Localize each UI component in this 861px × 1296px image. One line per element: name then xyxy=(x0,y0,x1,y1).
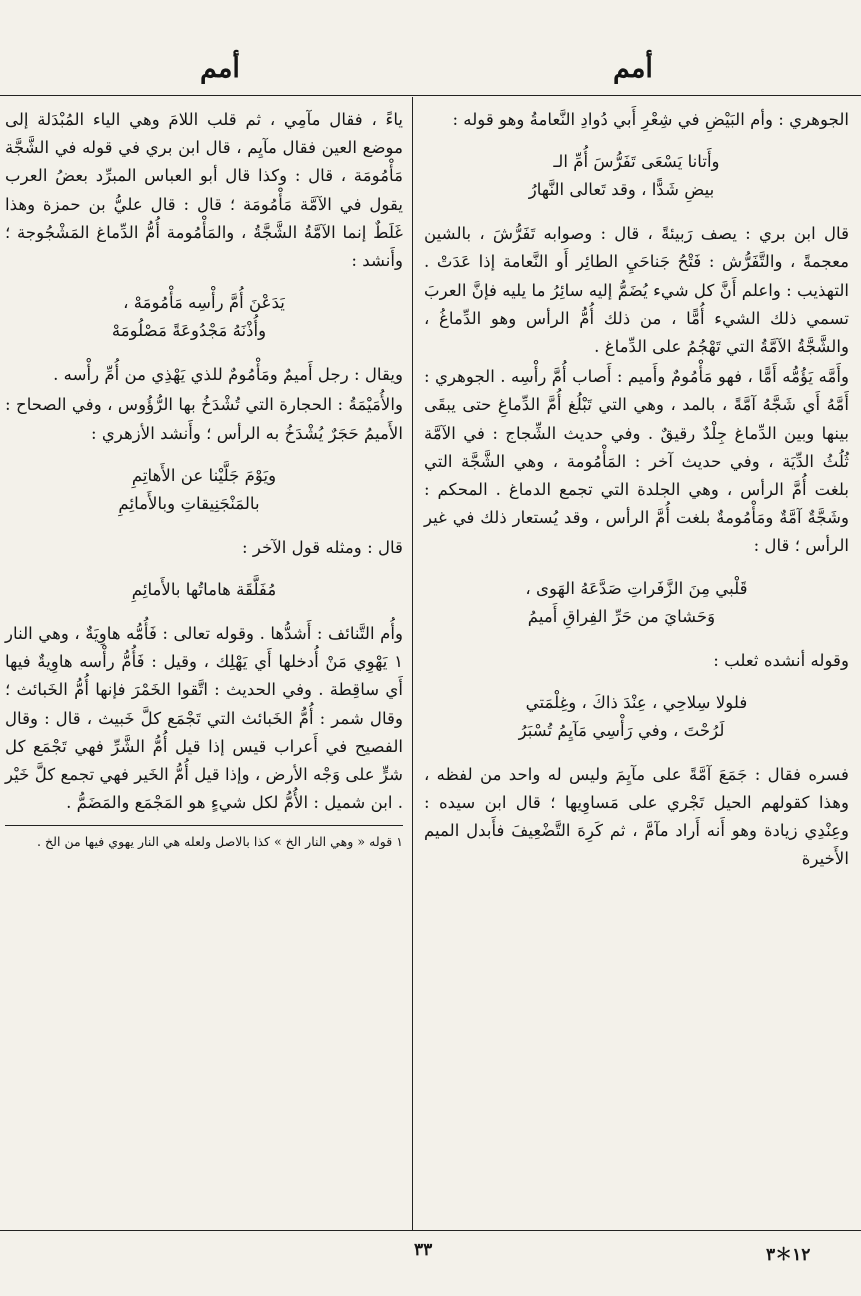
verse-line: وَحَشايَ من حَرِّ الفِراقِ أَميمُ xyxy=(527,606,716,626)
verse-line: ويَوْمَ جَلَّيْنا عن الأَهاتِمِ xyxy=(131,465,277,485)
verse xyxy=(5,576,403,604)
verse-line: وأَتانا يَسْعَى تَفَرُّسَ أُمِّ الـ xyxy=(553,152,720,172)
column-separator xyxy=(412,97,413,1231)
right-column xyxy=(424,106,849,876)
paragraph: ياءً ، فقال مآمِي ، ثم قلب اللامَ وهي الياء المُبْدَلة إلى موضع العين فقال مآيِم ، قال ابن بري في قوله في الشَّجَّة مَأْمُومَة ، قال : وكذا قال أبو العباس المبرِّد بعضُ العرب يقول في الآمَّة مَأْمُومَة ؛ قال : قال عليُّ بن حمزة وهذا غَلَطٌ إنما الآمَّةُ الشَّجَّةُ ، والمَأْمُومة أُمُّ الدِّماغ المَشْجُوجة ؛ وأَنشد : xyxy=(5,110,403,271)
verse xyxy=(424,148,849,204)
footer-rule xyxy=(0,1230,861,1231)
verse-line: يَدَعْنَ أُمَّ رأْسِه مَأْمُومَهْ ، xyxy=(123,293,285,313)
header-rule xyxy=(0,95,861,96)
footnote: ١ قوله « وهي النار الخ » كذا بالاصل ولعله هي النار يهوي فيها من الخ . xyxy=(37,834,403,850)
verse-line: لَرُحْتَ ، وفي رَأْسِي مَآيِمُ تُسْبَرُ xyxy=(518,720,725,740)
left-column xyxy=(5,106,403,853)
paragraph: الجوهري : وأم البَيْضِ في شِعْرِ أَبي دُوادِ النَّعامةُ وهو قوله : xyxy=(452,110,849,129)
verse xyxy=(5,462,403,518)
footnote-rule xyxy=(5,825,403,826)
verse-line: بالمَنْجَنِيقاتِ وبالأَمائِمِ xyxy=(118,493,260,513)
paragraph: وأُم التَّنائف : أَشدُّها . وقوله تعالى : فَأُمُّه هاوِيَةٌ ، وهي النار ١ يَهْوِي مَنْ أُدخلها أَي يَهْلِك ، وقيل : فَأُمُّ رأْسه هاوِيةٌ فيها أَي ساقِطة . وفي الحديث : اتَّقوا الخَمْرَ فإنها أُمُّ الخَبائث ؛ وقال شمر : أُمُّ الخَبائث التي تَجْمَع كلَّ خَبيث ، قال : وقال الفصيح في أَعراب قيس إذا قيل أُمُّ الشَّرِّ فهي تَجْمَع كل شرٍّ على وَجْه الأرض ، وإذا قيل أُمُّ الخَير فهي تجمع كلَّ خَيْر . ابن شميل : الأُمُّ لكل شيءٍ هو المَجْمَع والمَضَمُّ . xyxy=(5,624,403,813)
paragraph: ويقال : رجل أَميمٌ ومَأْمُومٌ للذي يَهْذِي من أُمِّ رأْسه . xyxy=(53,365,403,385)
page-number: ٣٣ xyxy=(414,1240,433,1260)
verse-line: بيضِ شَدًّا ، وقد تَعالى النَّهارُ xyxy=(528,180,715,200)
paragraph: وأَمَّه يَؤُمُّه أَمًّا ، فهو مَأْمُومٌ وأَميم : أَصاب أُمَّ رأْسِه . الجوهري : أَمَّهُ أَي شَجَّهُ آمَّةً ، بالمد ، وهي التي تَبْلُغ أُمَّ الدِّماغِ حتى يبقَى بينها وبين الدِّماغ جِلْدٌ رقيقٌ . وفي حديث الشِّجاج : في الآمَّة ثُلُثُ الدِّيَة ، وفي حديث آخر : المَأْمُومة ، وهي الشَّجَّة التي بلغت أُمَّ الرأس ، وهي الجلدة التي تجمع الدماغ . المحكم : وشَجَّةٌ آمَّةٌ ومَأْمُومةٌ بلغت أُمَّ الرأس ، وقد يُستعار ذلك في غير الرأس ؛ قال : xyxy=(424,367,849,556)
paragraph: فسره فقال : جَمَعَ آمَّةً على مآيِمَ وليس له واحد من لفظه ، وهذا كقولهم الحيل تَجْري على مَساوِيها ؛ قال ابن سيده : وعِنْدِي زيادة وهو أَنه أَراد مآمَّ ، ثم كَرِهَ التَّضْعِيفَ فأَبدل الميم الأَخيرة xyxy=(424,764,849,869)
volume-mark: ١٢＊٣ xyxy=(766,1245,811,1265)
verse-line: وأُذْنَهُ مَجْدُوعَةً مَصْلُومَهْ xyxy=(111,321,267,341)
paragraph: قال : ومثله قول الآخر : xyxy=(242,537,403,557)
header-keyword-right: أمم xyxy=(613,53,653,84)
paragraph: وقوله أنشده ثعلب : xyxy=(713,650,849,670)
verse xyxy=(424,689,849,745)
header-keyword-left: أمم xyxy=(200,53,240,84)
verse xyxy=(424,575,849,631)
paragraph: قال ابن بري : يصف رَبيئةً ، قال : وصوابه تَفَرُّشَ ، بالشين معجمةً ، والتَّفَرُّش : فَتْحُ جَناحَيِ الطائِر أَو النَّعامة إذا عَدَتْ . التهذيب : واعلم أَنَّ كل شيء يُضَمُّ إليه سائِرُ ما يليه فإنَّ العربَ تسمي ذلك الشيء أُمًّا ، من ذلك أُمُّ الرأس وهو الدِّماغُ ، والشَّجَّةُ الآمَّةُ التي تَهْجُمُ على الدِّماغ . xyxy=(424,224,849,357)
verse-line: فلولا سِلاحِي ، عِنْدَ ذاكَ ، وغِلْمَتي xyxy=(525,692,748,712)
verse-line: قَلْبي مِنَ الزَّفَراتِ صَدَّعَهُ الهَوى ، xyxy=(525,578,748,598)
verse-line: مُفَلَّقَة هاماتُها بالأَمائِمِ xyxy=(131,580,277,600)
paragraph: والأُمَيْمَةُ : الحجارة التي تُشْدَخُ بها الرُّؤُوس ، وفي الصحاح : الأَميمُ حَجَرٌ يُشْدَخُ به الرأس ؛ وأَنشد الأزهري : xyxy=(5,395,403,443)
verse xyxy=(5,289,403,345)
